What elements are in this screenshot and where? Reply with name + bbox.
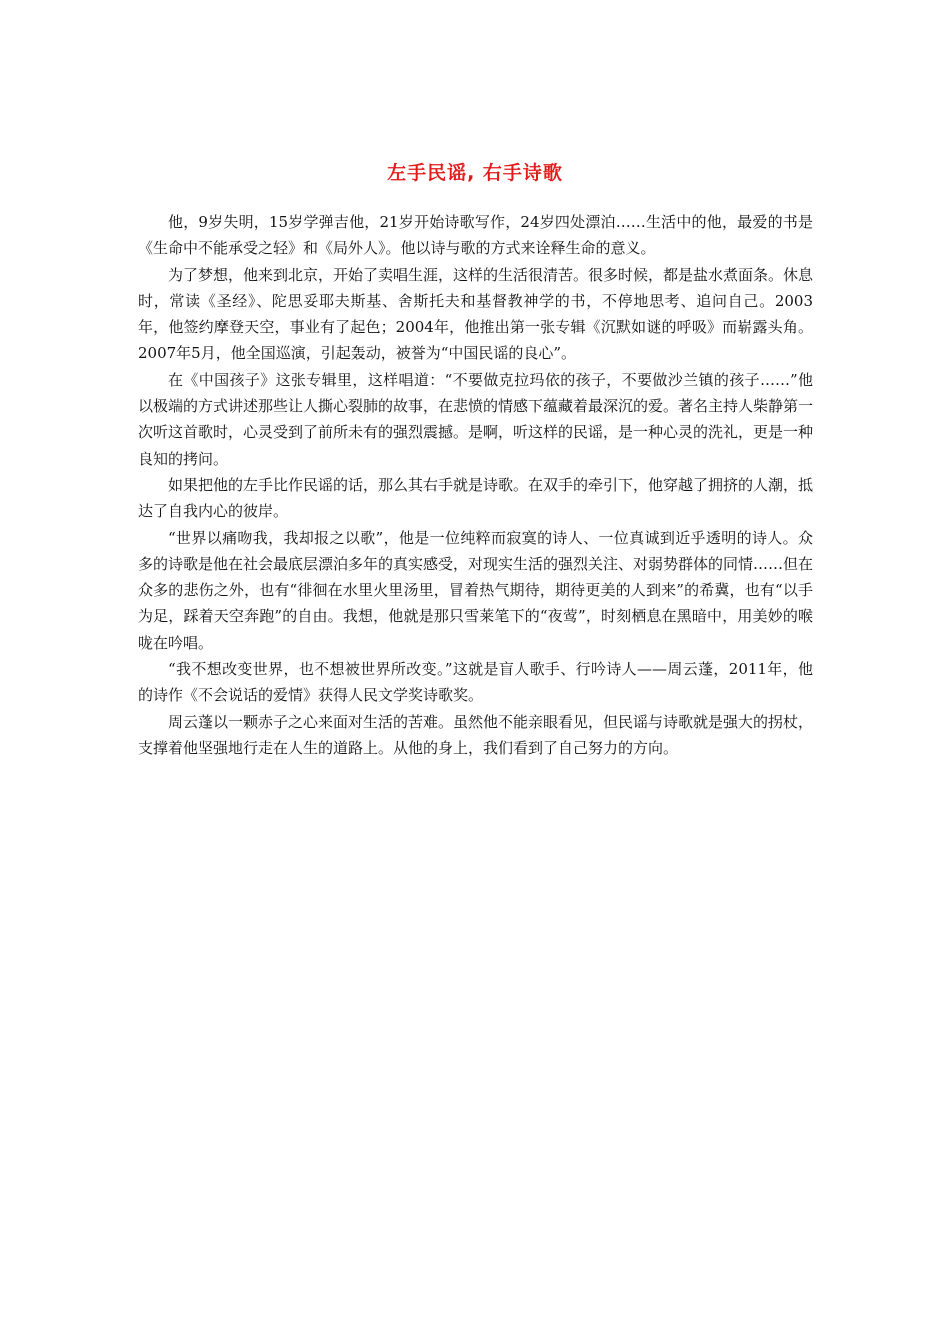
paragraph-4: 如果把他的左手比作民谣的话，那么其右手就是诗歌。在双手的牵引下，他穿越了拥挤的人潮，抵达了自我内心的彼岸。 <box>138 475 814 521</box>
document-title: 左手民谣, 右手诗歌 <box>387 162 563 184</box>
paragraph-3: 在《中国孩子》这张专辑里，这样唱道：“不要做克拉玛依的孩子，不要做沙兰镇的孩子……”他以极端的方式讲述那些让人撕心裂肺的故事，在悲愤的情感下蕴藏着最深沉的爱。著名主持人柴静第一次听这首歌时，心灵受到了前所未有的强烈震撼。是啊，听这样的民谣，是一种心灵的洗礼，更是一种良知的拷问。 <box>138 370 814 468</box>
paragraph-1: 他，9岁失明，15岁学弹吉他，21岁开始诗歌写作，24岁四处漂泊……生活中的他，最爱的书是《生命中不能承受之轻》和《局外人》。他以诗与歌的方式来诠释生命的意义。 <box>138 213 813 258</box>
paragraph-7: 周云蓬以一颗赤子之心来面对生活的苦难。虽然他不能亲眼看见，但民谣与诗歌就是强大的拐杖，支撑着他坚强地行走在人生的道路上。从他的身上，我们看到了自己努力的方向。 <box>138 712 814 757</box>
paragraph-5: “世界以痛吻我，我却报之以歌”，他是一位纯粹而寂寞的诗人、一位真诚到近乎透明的诗人。众多的诗歌是他在社会最底层漂泊多年的真实感受，对现实生活的强烈关注、对弱势群体的同情……但在众多的悲伤之外，也有“徘徊在水里火里汤里，冒着热气期待，期待更美的人到来”的希冀，也有“以手为足，踩着天空奔跑”的自由。我想，他就是那只雪莱笔下的“夜莺”，时刻栖息在黑暗中，用美妙的喉咙在吟唱。 <box>138 528 814 652</box>
article-body <box>138 209 813 761</box>
paragraph-6: “我不想改变世界，也不想被世界所改变。”这就是盲人歌手、行吟诗人——周云蓬，2011年，他的诗作《不会说话的爱情》获得人民文学奖诗歌奖。 <box>138 660 813 705</box>
paragraph-2: 为了梦想，他来到北京，开始了卖唱生涯，这样的生活很清苦。很多时候，都是盐水煮面条。休息时，常读《圣经》、陀思妥耶夫斯基、舍斯托夫和基督教神学的书，不停地思考、追问自己。2003年，他签约摩登天空，事业有了起色；2004年，他推出第一张专辑《沉默如谜的呼吸》而崭露头角。2007年5月，他全国巡演，引起轰动，被誉为“中国民谣的良心”。 <box>138 265 814 363</box>
